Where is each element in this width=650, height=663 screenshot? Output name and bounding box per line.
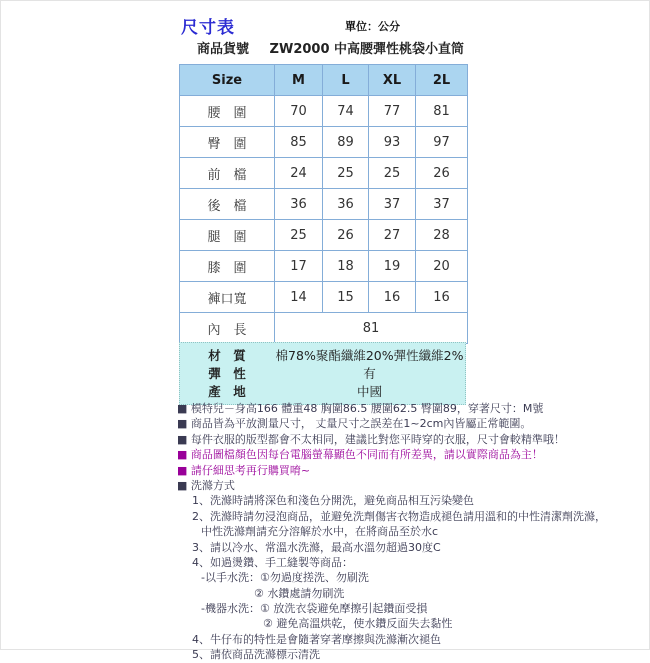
row-label-cell: 膝 圍 [180,251,275,282]
notes-section [177,401,647,663]
info-row [180,346,465,364]
info-row [180,364,465,382]
table-row [180,127,468,158]
table-row [180,96,468,127]
table-row [180,282,468,313]
value-cell: 25 [323,158,369,189]
value-cell: 37 [416,189,468,220]
info-value: 中國 [356,384,382,399]
row-label-cell: 褲口寬 [180,282,275,313]
row-label-cell: 前 檔 [180,158,275,189]
table-row [180,220,468,251]
wash-line: 5、請依商品洗滌標示清洗 [192,648,320,662]
note-line: ■ 每件衣服的版型都會不太相同，建議比對您平時穿的衣服，尺寸會較精準哦！ [177,432,565,446]
info-label: 產 地 [208,384,246,399]
value-cell: 26 [323,220,369,251]
wash-line: 1、洗滌時請將深色和淺色分開洗，避免商品相互污染變色 [192,494,474,508]
wash-line: ② 避免高溫烘乾，使水鑽反面失去黏性 [263,617,453,631]
product-code-value: ZW2000 中高腰彈性桃袋小直筒 [269,42,465,57]
value-cell: 89 [323,127,369,158]
value-cell: 93 [369,127,416,158]
wash-line: -機器水洗：① 放洗衣袋避免摩擦引起鑽面受損 [201,602,428,616]
info-label: 彈 性 [208,366,246,381]
info-row [180,382,465,400]
value-cell: 24 [275,158,323,189]
value-cell: 14 [275,282,323,313]
wash-line: ② 水鑽處請勿刷洗 [254,586,345,600]
value-cell: 74 [323,96,369,127]
note-line: ■ 請仔細思考再行購買唷~ [177,463,311,477]
value-cell: 97 [416,127,468,158]
value-cell: 19 [369,251,416,282]
note-line: ■ 商品皆為平放測量尺寸， 丈量尺寸之誤差在1~2cm內皆屬正常範圍。 [177,417,532,431]
wash-line: 2、洗滌時請勿浸泡商品，並避免洗劑傷害衣物造成褪色請用溫和的中性清潔劑洗滌， [192,509,606,523]
wash-line: 3、請以冷水、常溫水洗滌，最高水溫勿超過30度C [192,540,441,554]
wash-line: -以手水洗：①勿過度搓洗、勿刷洗 [201,571,369,585]
info-value: 棉78%聚酯纖維20%彈性纖維2% [275,348,464,363]
table-row [180,189,468,220]
value-cell: 27 [369,220,416,251]
value-cell: 16 [416,282,468,313]
value-cell: 28 [416,220,468,251]
wash-section-title: ■ 洗滌方式 [177,478,235,492]
value-cell: 15 [323,282,369,313]
value-cell: 37 [369,189,416,220]
value-cell: 26 [416,158,468,189]
value-cell: 20 [416,251,468,282]
row-label-cell: 臀 圍 [180,127,275,158]
value-cell: 81 [416,96,468,127]
value-cell: 17 [275,251,323,282]
info-label: 材 質 [208,348,246,363]
row-label-cell: 腿 圍 [180,220,275,251]
value-cell: 36 [275,189,323,220]
note-line: ■ 商品圖檔顏色因每台電腦螢幕顯色不同而有所差異，請以實際商品為主！ [177,448,543,462]
size-header-cell: XL [369,65,416,96]
table-row [180,158,468,189]
unit-label: 單位：公分 [345,20,400,33]
wash-line: 4、牛仔布的特性是會隨著穿著摩擦與洗滌漸次褪色 [192,632,441,646]
table-row-merged [180,313,468,344]
page-title: 尺寸表 [181,18,235,38]
table-header-row [180,65,468,96]
value-cell: 70 [275,96,323,127]
size-header-cell: 2L [416,65,468,96]
size-header-cell: M [275,65,323,96]
row-label-cell: 腰 圍 [180,96,275,127]
value-cell: 25 [275,220,323,251]
row-label-cell: 後 檔 [180,189,275,220]
value-cell: 18 [323,251,369,282]
size-header-cell: Size [180,65,275,96]
wash-line: 4、如過燙鑽、手工縫製等商品： [192,555,353,569]
value-cell: 77 [369,96,416,127]
material-info-box [179,342,466,405]
size-table [179,64,468,344]
merged-value-cell: 81 [275,313,468,344]
size-header-cell: L [323,65,369,96]
value-cell: 36 [323,189,369,220]
value-cell: 25 [369,158,416,189]
row-label-cell: 內 長 [180,313,275,344]
product-line [197,38,464,57]
product-code-label: 商品貨號 [197,42,250,57]
info-value: 有 [363,366,376,381]
wash-line: 中性洗滌劑請充分溶解於水中，在將商品至於水c [201,525,439,539]
table-row [180,251,468,282]
value-cell: 85 [275,127,323,158]
value-cell: 16 [369,282,416,313]
note-line: ■ 模特兒－身高166 體重48 胸圍86.5 腰圍62.5 臀圍89，穿著尺寸：M號 [177,402,544,415]
